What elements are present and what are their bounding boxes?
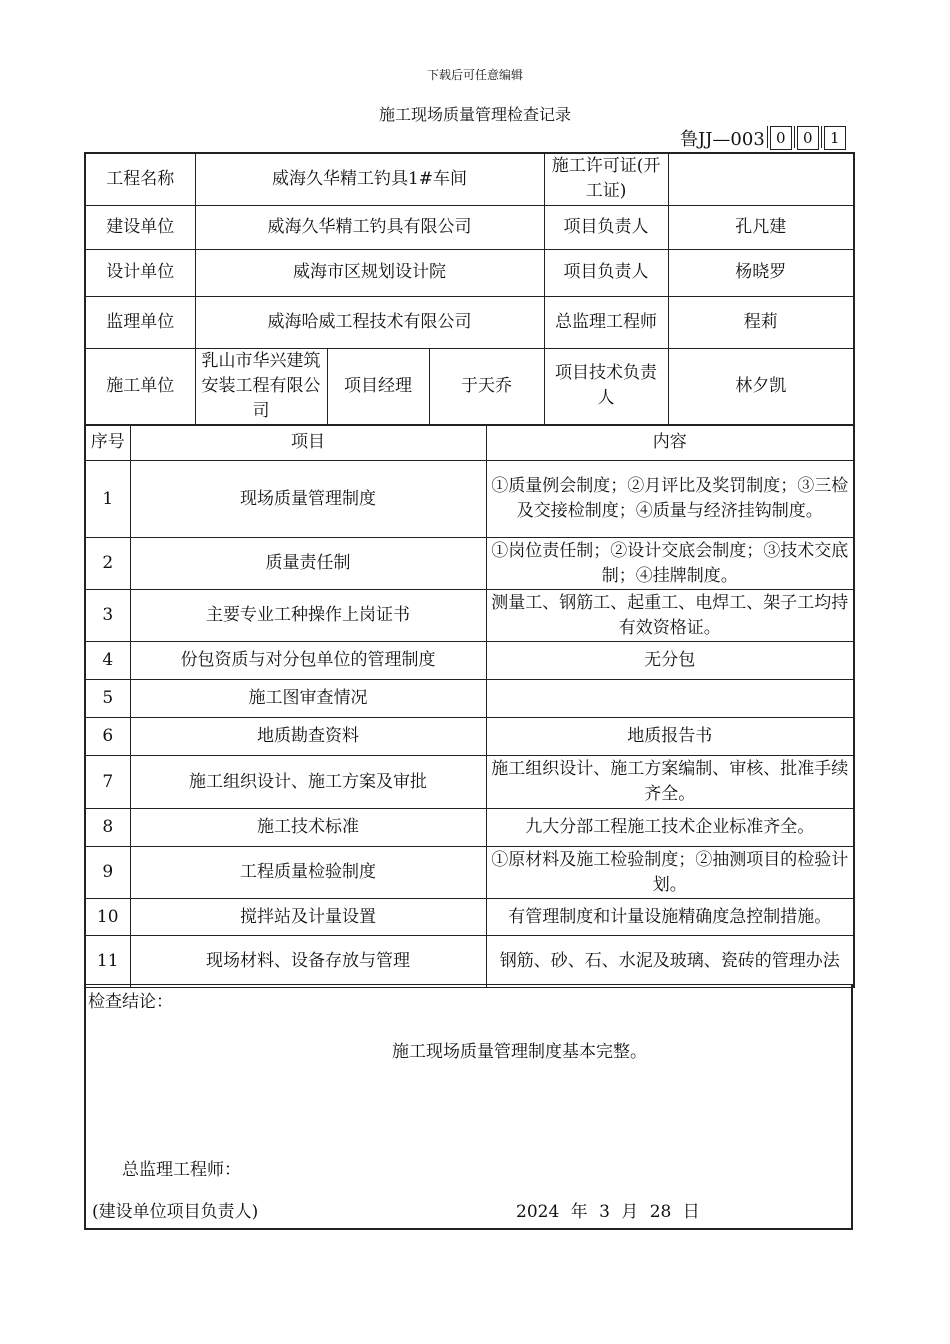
- checklist-table: [84, 424, 855, 988]
- row-no: 1: [85, 461, 130, 538]
- signer-unit: (建设单位项目负责人): [92, 1202, 259, 1222]
- header-item: 项目: [130, 425, 486, 461]
- table-row: [85, 756, 854, 809]
- tech-lead-label: 项目技术负责人: [544, 348, 668, 425]
- row-no: 7: [85, 756, 130, 809]
- header-no: 序号: [85, 425, 130, 461]
- conclusion-label: 检查结论：: [88, 992, 173, 1012]
- supervisor-label: 监理单位: [85, 296, 195, 348]
- builder-label: 建设单位: [85, 205, 195, 249]
- code-box-1: 0: [770, 126, 792, 150]
- row-content: 有管理制度和计量设施精确度急控制措施。: [486, 899, 854, 936]
- project-name-label: 工程名称: [85, 153, 195, 205]
- row-no: 3: [85, 590, 130, 642]
- document-title: 施工现场质量管理检查记录: [378, 105, 571, 124]
- table-row: [85, 809, 854, 847]
- row-item: 工程质量检验制度: [130, 847, 486, 899]
- row-content: ①质量例会制度；②月评比及奖罚制度；③三检及交接检制度；④质量与经济挂钩制度。: [486, 461, 854, 538]
- header-content: 内容: [486, 425, 854, 461]
- designer-lead-label: 项目负责人: [544, 249, 668, 296]
- builder: 威海久华精工钓具有限公司: [195, 205, 544, 249]
- row-item: 主要专业工种操作上岗证书: [130, 590, 486, 642]
- row-item: 施工图审查情况: [130, 680, 486, 718]
- row-no: 11: [85, 936, 130, 988]
- table-row: [85, 642, 854, 680]
- row-no: 10: [85, 899, 130, 936]
- builder-lead: 孔凡建: [668, 205, 854, 249]
- form-code: [680, 124, 846, 152]
- conclusion-text: 施工现场质量管理制度基本完整。: [392, 1042, 647, 1062]
- row-item: 搅拌站及计量设置: [130, 899, 486, 936]
- row-content: 测量工、钢筋工、起重工、电焊工、架子工均持有效资格证。: [486, 590, 854, 642]
- tech-lead: 林夕凯: [668, 348, 854, 425]
- row-no: 6: [85, 718, 130, 756]
- row-no: 9: [85, 847, 130, 899]
- table-row: [85, 538, 854, 590]
- table-row: [85, 461, 854, 538]
- form-code-prefix: 鲁JJ—003: [680, 129, 765, 150]
- supervisor: 威海哈威工程技术有限公司: [195, 296, 544, 348]
- row-no: 2: [85, 538, 130, 590]
- row-item: 现场材料、设备存放与管理: [130, 936, 486, 988]
- row-item: 地质勘查资料: [130, 718, 486, 756]
- header-note: 下载后可任意编辑: [426, 68, 523, 82]
- row-content: ①岗位责任制；②设计交底会制度；③技术交底制；④挂牌制度。: [486, 538, 854, 590]
- row-no: 5: [85, 680, 130, 718]
- row-content: 钢筋、砂、石、水泥及玻璃、瓷砖的管理办法: [486, 936, 854, 988]
- row-no: 4: [85, 642, 130, 680]
- row-content: 地质报告书: [486, 718, 854, 756]
- signer-label: 总监理工程师：: [122, 1160, 241, 1180]
- contractor-label: 施工单位: [85, 348, 195, 425]
- table-row: [85, 936, 854, 988]
- table-row: [85, 847, 854, 899]
- row-content: ①原材料及施工检验制度；②抽测项目的检验计划。: [486, 847, 854, 899]
- permit-label: 施工许可证(开工证): [544, 153, 668, 205]
- builder-lead-label: 项目负责人: [544, 205, 668, 249]
- row-content: 施工组织设计、施工方案编制、审核、批准手续齐全。: [486, 756, 854, 809]
- table-row: [85, 718, 854, 756]
- project-info-table: [84, 152, 855, 426]
- table-row: [85, 899, 854, 936]
- row-item: 现场质量管理制度: [130, 461, 486, 538]
- pm-label: 项目经理: [327, 348, 429, 425]
- row-item: 质量责任制: [130, 538, 486, 590]
- row-content: [486, 680, 854, 718]
- chief-supervisor: 程莉: [668, 296, 854, 348]
- conclusion-box: [84, 984, 853, 1230]
- table-row: [85, 590, 854, 642]
- row-item: 施工组织设计、施工方案及审批: [130, 756, 486, 809]
- sign-date: 2024 年 3 月 28 日: [516, 1202, 700, 1222]
- row-no: 8: [85, 809, 130, 847]
- pm: 于天乔: [429, 348, 544, 425]
- project-name: 威海久华精工钓具1#车间: [195, 153, 544, 205]
- row-content: 无分包: [486, 642, 854, 680]
- table-row: [85, 680, 854, 718]
- code-box-3: 1: [824, 126, 846, 150]
- row-item: 份包资质与对分包单位的管理制度: [130, 642, 486, 680]
- designer-label: 设计单位: [85, 249, 195, 296]
- designer-lead: 杨晓罗: [668, 249, 854, 296]
- row-content: 九大分部工程施工技术企业标准齐全。: [486, 809, 854, 847]
- designer: 威海市区规划设计院: [195, 249, 544, 296]
- permit-value: [668, 153, 854, 205]
- code-box-2: 0: [797, 126, 819, 150]
- contractor: 乳山市华兴建筑安装工程有限公司: [195, 348, 327, 425]
- chief-supervisor-label: 总监理工程师: [544, 296, 668, 348]
- row-item: 施工技术标准: [130, 809, 486, 847]
